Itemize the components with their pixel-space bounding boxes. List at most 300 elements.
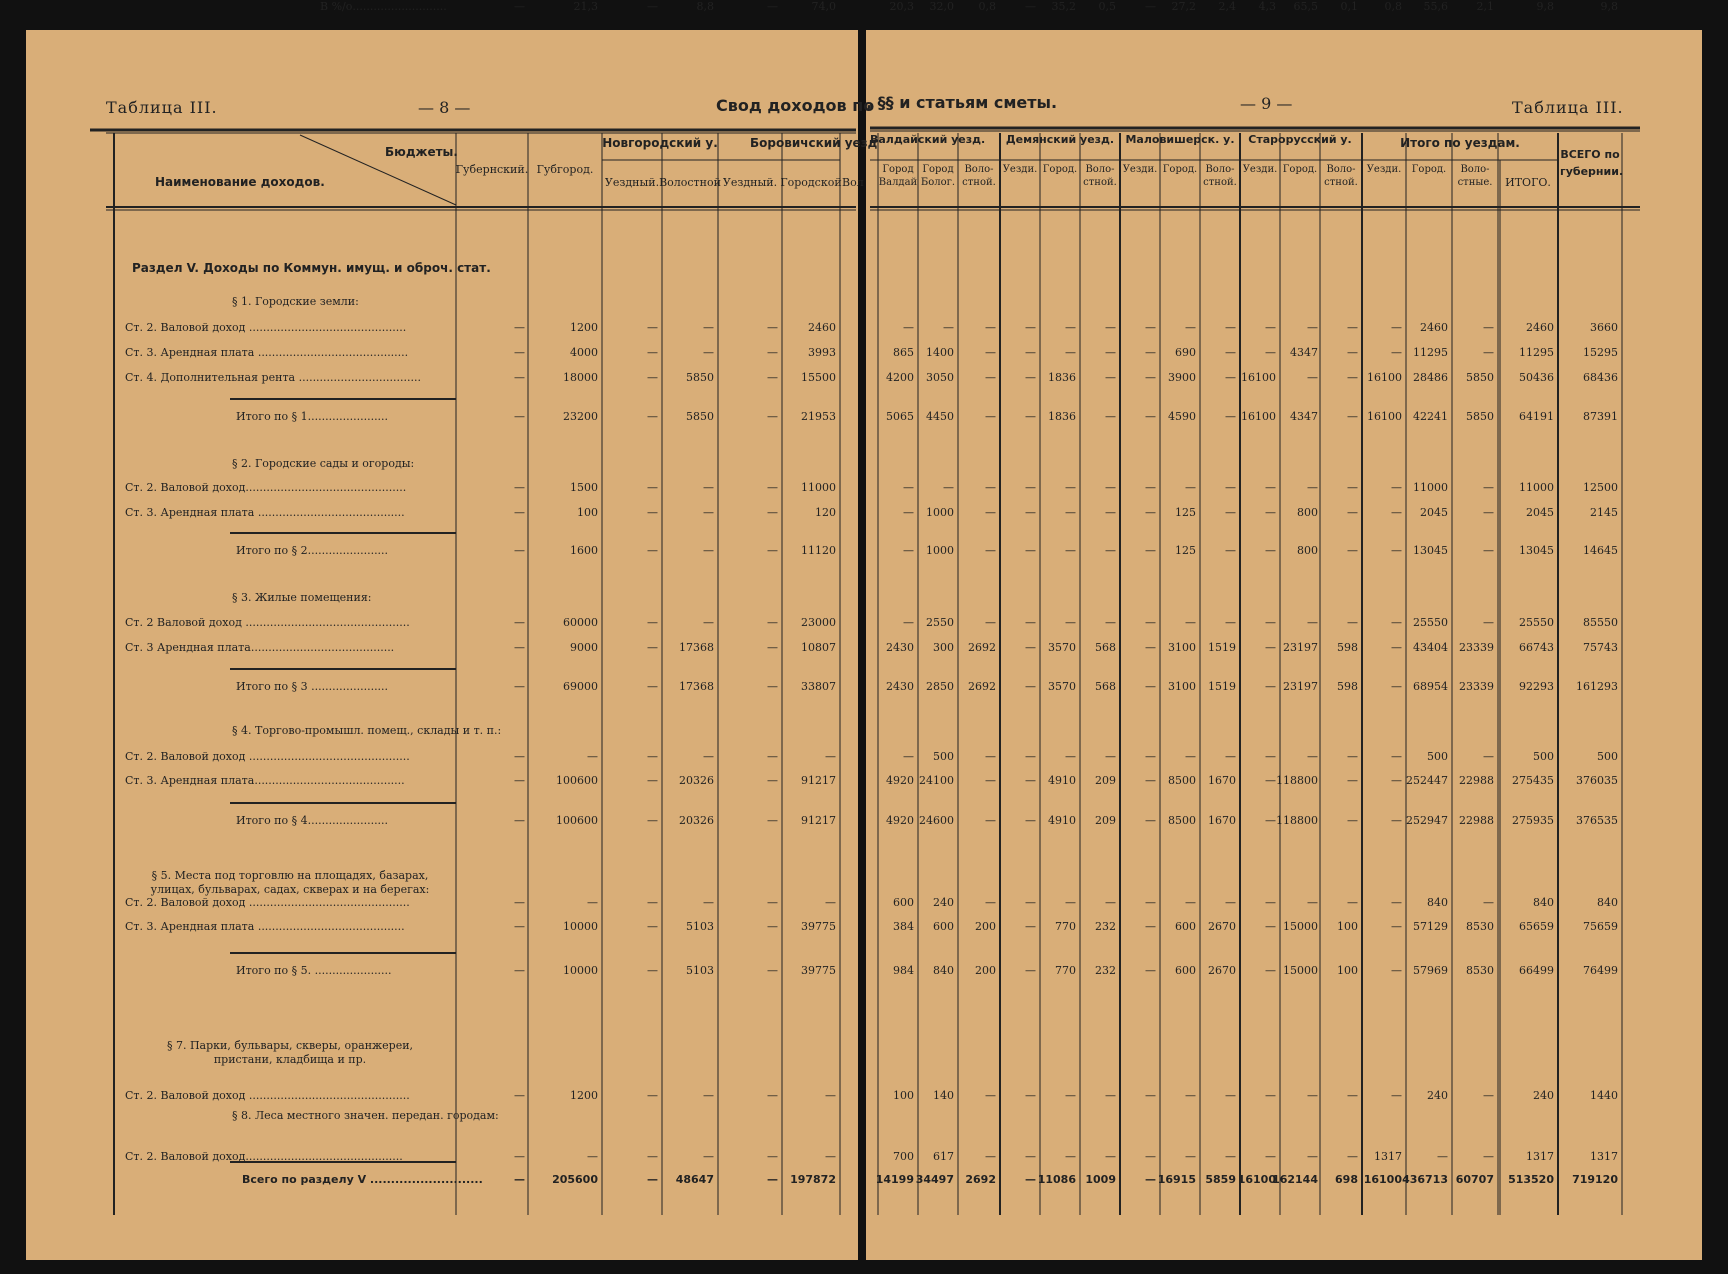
value-cell: 39775 bbox=[801, 964, 836, 977]
value-cell: 23197 bbox=[1283, 680, 1318, 693]
value-cell: 4347 bbox=[1290, 346, 1318, 359]
value-cell: — bbox=[943, 321, 954, 334]
value-cell: — bbox=[1391, 774, 1402, 787]
value-cell: 275935 bbox=[1512, 814, 1554, 827]
value-cell: — bbox=[1025, 616, 1036, 629]
value-cell: 60707 bbox=[1455, 1173, 1494, 1186]
value-cell: 13045 bbox=[1413, 544, 1448, 557]
value-cell: — bbox=[1145, 896, 1156, 909]
row-label: Ст. 3. Арендная плата........................................... bbox=[125, 774, 405, 787]
value-cell: 513520 bbox=[1508, 1173, 1554, 1186]
value-cell: — bbox=[1391, 814, 1402, 827]
value-cell: — bbox=[1145, 616, 1156, 629]
value-cell: — bbox=[767, 1150, 778, 1163]
value-cell: 1317 bbox=[1374, 1150, 1402, 1163]
value-cell: — bbox=[1105, 321, 1116, 334]
value-cell: 23000 bbox=[801, 616, 836, 629]
value-cell: — bbox=[1025, 481, 1036, 494]
value-cell: — bbox=[703, 544, 714, 557]
row-label: Ст. 4. Дополнительная рента ................................... bbox=[125, 371, 421, 384]
value-cell: 8500 bbox=[1168, 774, 1196, 787]
subsection-title: § 2. Городские сады и огороды: bbox=[232, 457, 415, 470]
value-cell: — bbox=[1391, 896, 1402, 909]
valday-g2-header: Город Болог. bbox=[920, 164, 956, 188]
value-cell: — bbox=[1145, 680, 1156, 693]
value-cell: 87391 bbox=[1583, 410, 1618, 423]
value-cell: — bbox=[514, 641, 525, 654]
dem-g-header: Город. bbox=[1042, 164, 1078, 175]
value-cell: — bbox=[1025, 1150, 1036, 1163]
value-cell: 300 bbox=[933, 641, 954, 654]
left-table-label: Таблица III. bbox=[106, 98, 218, 117]
value-cell: — bbox=[1025, 1089, 1036, 1102]
value-cell: — bbox=[1483, 544, 1494, 557]
value-cell: 27,2 bbox=[1171, 0, 1196, 13]
value-cell: — bbox=[1025, 896, 1036, 909]
value-cell: — bbox=[1105, 506, 1116, 519]
value-cell: — bbox=[767, 814, 778, 827]
value-cell: 161293 bbox=[1576, 680, 1618, 693]
value-cell: 13045 bbox=[1519, 544, 1554, 557]
value-cell: — bbox=[1065, 896, 1076, 909]
value-cell: — bbox=[1483, 896, 1494, 909]
value-cell: — bbox=[1065, 750, 1076, 763]
value-cell: 598 bbox=[1337, 680, 1358, 693]
value-cell: — bbox=[1145, 964, 1156, 977]
value-cell: — bbox=[1065, 346, 1076, 359]
value-cell: — bbox=[1265, 481, 1276, 494]
itogo-uezd-header: Итого по уездам. bbox=[1400, 136, 1520, 150]
value-cell: 1200 bbox=[570, 321, 598, 334]
value-cell: — bbox=[1347, 544, 1358, 557]
value-cell: 1519 bbox=[1208, 641, 1236, 654]
value-cell: — bbox=[1265, 544, 1276, 557]
value-cell: — bbox=[647, 371, 658, 384]
value-cell: — bbox=[1391, 616, 1402, 629]
value-cell: 2670 bbox=[1208, 920, 1236, 933]
value-cell: — bbox=[1307, 896, 1318, 909]
value-cell: — bbox=[1145, 641, 1156, 654]
value-cell: — bbox=[767, 964, 778, 977]
value-cell: — bbox=[1265, 750, 1276, 763]
value-cell: — bbox=[1347, 346, 1358, 359]
value-cell: — bbox=[703, 346, 714, 359]
total-label: Итого по § 4....................... bbox=[236, 814, 389, 827]
value-cell: — bbox=[703, 750, 714, 763]
value-cell: — bbox=[903, 750, 914, 763]
value-cell: — bbox=[1347, 371, 1358, 384]
value-cell: — bbox=[767, 410, 778, 423]
value-cell: — bbox=[1105, 896, 1116, 909]
value-cell: — bbox=[1225, 544, 1236, 557]
value-cell: 2045 bbox=[1526, 506, 1554, 519]
value-cell: — bbox=[1391, 544, 1402, 557]
value-cell: — bbox=[767, 1089, 778, 1102]
value-cell: 600 bbox=[1175, 920, 1196, 933]
value-cell: — bbox=[985, 544, 996, 557]
value-cell: — bbox=[1225, 1150, 1236, 1163]
value-cell: 100600 bbox=[556, 814, 598, 827]
value-cell: 100 bbox=[1337, 920, 1358, 933]
st-g-header: Город. bbox=[1282, 164, 1318, 175]
title-left-part: Свод доходов по bbox=[716, 96, 875, 115]
value-cell: — bbox=[943, 481, 954, 494]
value-cell: 1400 bbox=[926, 346, 954, 359]
value-cell: — bbox=[1025, 774, 1036, 787]
value-cell: — bbox=[1225, 371, 1236, 384]
value-cell: 100 bbox=[577, 506, 598, 519]
value-cell: — bbox=[647, 616, 658, 629]
value-cell: 9,8 bbox=[1536, 0, 1554, 13]
malov-header: Маловишерск. у. bbox=[1125, 133, 1235, 146]
st-u-header: Уезди. bbox=[1242, 164, 1278, 175]
value-cell: — bbox=[985, 774, 996, 787]
value-cell: — bbox=[1185, 1150, 1196, 1163]
value-cell: 8500 bbox=[1168, 814, 1196, 827]
value-cell: 18000 bbox=[563, 371, 598, 384]
value-cell: — bbox=[1391, 481, 1402, 494]
dem-v-header: Воло- стной. bbox=[1083, 164, 1117, 188]
value-cell: — bbox=[1391, 920, 1402, 933]
value-cell: 43404 bbox=[1413, 641, 1448, 654]
value-cell: — bbox=[647, 1173, 658, 1186]
value-cell: — bbox=[1145, 0, 1156, 13]
value-cell: 20326 bbox=[679, 814, 714, 827]
value-cell: 8530 bbox=[1466, 920, 1494, 933]
value-cell: — bbox=[903, 506, 914, 519]
it-g-header: Город. bbox=[1411, 164, 1447, 175]
value-cell: 11000 bbox=[801, 481, 836, 494]
value-cell: 14645 bbox=[1583, 544, 1618, 557]
value-cell: 436713 bbox=[1402, 1173, 1448, 1186]
value-cell: — bbox=[1145, 346, 1156, 359]
value-cell: — bbox=[514, 616, 525, 629]
demyansk-header: Демянский уезд. bbox=[1005, 133, 1115, 146]
value-cell: 92293 bbox=[1519, 680, 1554, 693]
value-cell: 2692 bbox=[965, 1173, 996, 1186]
value-cell: 500 bbox=[1533, 750, 1554, 763]
value-cell: — bbox=[1065, 481, 1076, 494]
grand-total-label: Всего по разделу V ........................... bbox=[242, 1173, 483, 1186]
value-cell: 2430 bbox=[886, 641, 914, 654]
value-cell: 2045 bbox=[1420, 506, 1448, 519]
value-cell: 9000 bbox=[570, 641, 598, 654]
value-cell: — bbox=[1265, 1150, 1276, 1163]
value-cell: 700 bbox=[893, 1150, 914, 1163]
value-cell: — bbox=[1185, 896, 1196, 909]
value-cell: 2460 bbox=[1420, 321, 1448, 334]
value-cell: — bbox=[1025, 346, 1036, 359]
value-cell: 65659 bbox=[1519, 920, 1554, 933]
value-cell: — bbox=[1225, 896, 1236, 909]
value-cell: 16100 bbox=[1241, 410, 1276, 423]
section-title: Раздел V. Доходы по Коммун. имущ. и оброч. стат. bbox=[132, 261, 491, 275]
value-cell: — bbox=[1145, 814, 1156, 827]
value-cell: — bbox=[767, 321, 778, 334]
value-cell: 4920 bbox=[886, 774, 914, 787]
value-cell: 252447 bbox=[1406, 774, 1448, 787]
value-cell: 100 bbox=[893, 1089, 914, 1102]
value-cell: 4450 bbox=[926, 410, 954, 423]
right-page-number: — 9 — bbox=[1240, 94, 1293, 113]
value-cell: 39775 bbox=[801, 920, 836, 933]
value-cell: — bbox=[703, 1089, 714, 1102]
row-label: Ст. 3. Арендная плата ........................................... bbox=[125, 346, 409, 359]
value-cell: 568 bbox=[1095, 680, 1116, 693]
value-cell: 100 bbox=[1337, 964, 1358, 977]
value-cell: 15500 bbox=[801, 371, 836, 384]
gub-header: Губернский. bbox=[455, 163, 529, 176]
value-cell: 197872 bbox=[790, 1173, 836, 1186]
value-cell: 1519 bbox=[1208, 680, 1236, 693]
value-cell: — bbox=[514, 481, 525, 494]
value-cell: 33807 bbox=[801, 680, 836, 693]
value-cell: — bbox=[1347, 616, 1358, 629]
value-cell: 118800 bbox=[1276, 814, 1318, 827]
percent-label: В %/о........................... bbox=[320, 0, 447, 13]
value-cell: 1317 bbox=[1590, 1150, 1618, 1163]
value-cell: — bbox=[1025, 371, 1036, 384]
value-cell: 10807 bbox=[801, 641, 836, 654]
value-cell: 2670 bbox=[1208, 964, 1236, 977]
value-cell: — bbox=[1065, 321, 1076, 334]
novgorod-uezd-header: Уездный. bbox=[604, 176, 660, 189]
borovichi-uezd-header: Уездный. bbox=[722, 176, 778, 189]
value-cell: — bbox=[514, 506, 525, 519]
value-cell: — bbox=[514, 896, 525, 909]
value-cell: 16100 bbox=[1241, 371, 1276, 384]
value-cell: 25550 bbox=[1519, 616, 1554, 629]
valday-g1-header: Город Валдай bbox=[878, 164, 918, 188]
value-cell: 85550 bbox=[1583, 616, 1618, 629]
value-cell: 3570 bbox=[1048, 641, 1076, 654]
value-cell: — bbox=[647, 506, 658, 519]
value-cell: 4,3 bbox=[1258, 0, 1276, 13]
value-cell: 1440 bbox=[1590, 1089, 1618, 1102]
value-cell: — bbox=[903, 616, 914, 629]
value-cell: 57129 bbox=[1413, 920, 1448, 933]
value-cell: 28486 bbox=[1413, 371, 1448, 384]
row-label: Ст. 3. Арендная плата .......................................... bbox=[125, 506, 405, 519]
subsection-title: § 3. Жилые помещения: bbox=[232, 591, 372, 604]
value-cell: — bbox=[1185, 750, 1196, 763]
value-cell: — bbox=[1145, 321, 1156, 334]
value-cell: — bbox=[903, 544, 914, 557]
value-cell: — bbox=[767, 750, 778, 763]
value-cell: 66743 bbox=[1519, 641, 1554, 654]
value-cell: — bbox=[1105, 1089, 1116, 1102]
value-cell: — bbox=[767, 1173, 778, 1186]
value-cell: — bbox=[647, 774, 658, 787]
value-cell: 2,4 bbox=[1218, 0, 1236, 13]
value-cell: 2430 bbox=[886, 680, 914, 693]
value-cell: — bbox=[703, 1150, 714, 1163]
value-cell: 209 bbox=[1095, 814, 1116, 827]
value-cell: 500 bbox=[933, 750, 954, 763]
valday-vol-header: Воло- стной. bbox=[962, 164, 996, 188]
value-cell: — bbox=[703, 616, 714, 629]
value-cell: — bbox=[985, 814, 996, 827]
value-cell: 42241 bbox=[1413, 410, 1448, 423]
value-cell: 5850 bbox=[1466, 371, 1494, 384]
row-label: § 5. Места под торговлю на площадях, базарах, улицах, бульварах, садах, скверах и на берегах: bbox=[150, 869, 430, 896]
value-cell: — bbox=[514, 920, 525, 933]
value-cell: — bbox=[1065, 1150, 1076, 1163]
value-cell: — bbox=[514, 410, 525, 423]
value-cell: 74,0 bbox=[811, 0, 836, 13]
subsection-title: § 4. Торгово-промышл. помещ., склады и т. п.: bbox=[232, 724, 502, 737]
value-cell: — bbox=[1105, 750, 1116, 763]
value-cell: 65,5 bbox=[1293, 0, 1318, 13]
value-cell: 800 bbox=[1297, 506, 1318, 519]
value-cell: 17368 bbox=[679, 680, 714, 693]
value-cell: — bbox=[647, 1089, 658, 1102]
value-cell: — bbox=[587, 750, 598, 763]
value-cell: — bbox=[1105, 481, 1116, 494]
value-cell: 17368 bbox=[679, 641, 714, 654]
value-cell: — bbox=[825, 750, 836, 763]
value-cell: 200 bbox=[975, 964, 996, 977]
value-cell: 20326 bbox=[679, 774, 714, 787]
value-cell: 275435 bbox=[1512, 774, 1554, 787]
value-cell: 11086 bbox=[1037, 1173, 1076, 1186]
value-cell: 16100 bbox=[1367, 371, 1402, 384]
value-cell: — bbox=[1265, 1089, 1276, 1102]
subsection-title: § 1. Городские земли: bbox=[232, 295, 359, 308]
vsego-header: ВСЕГО по губернии. bbox=[1560, 148, 1624, 178]
value-cell: 10000 bbox=[563, 920, 598, 933]
row-label: Ст. 2 Валовой доход ............................................... bbox=[125, 616, 410, 629]
mal-u-header: Уезди. bbox=[1122, 164, 1158, 175]
value-cell: — bbox=[1145, 481, 1156, 494]
value-cell: 800 bbox=[1297, 544, 1318, 557]
value-cell: — bbox=[1025, 750, 1036, 763]
value-cell: 0,5 bbox=[1098, 0, 1116, 13]
value-cell: 76499 bbox=[1583, 964, 1618, 977]
value-cell: 600 bbox=[893, 896, 914, 909]
value-cell: 57969 bbox=[1413, 964, 1448, 977]
value-cell: 16100 bbox=[1367, 410, 1402, 423]
value-cell: — bbox=[1391, 506, 1402, 519]
value-cell: — bbox=[1347, 506, 1358, 519]
value-cell: 21,3 bbox=[573, 0, 598, 13]
value-cell: — bbox=[985, 1150, 996, 1163]
value-cell: 125 bbox=[1175, 544, 1196, 557]
row-label: Ст. 2. Валовой доход.............................................. bbox=[125, 481, 407, 494]
value-cell: 23339 bbox=[1459, 641, 1494, 654]
value-cell: 100600 bbox=[556, 774, 598, 787]
value-cell: 3993 bbox=[808, 346, 836, 359]
value-cell: 14199 bbox=[875, 1173, 914, 1186]
value-cell: 5850 bbox=[1466, 410, 1494, 423]
value-cell: — bbox=[1307, 750, 1318, 763]
value-cell: — bbox=[647, 964, 658, 977]
value-cell: — bbox=[514, 1089, 525, 1102]
value-cell: 0,8 bbox=[1384, 0, 1402, 13]
value-cell: — bbox=[514, 1150, 525, 1163]
value-cell: — bbox=[985, 1089, 996, 1102]
value-cell: 20,3 bbox=[889, 0, 914, 13]
value-cell: 60000 bbox=[563, 616, 598, 629]
value-cell: — bbox=[1065, 616, 1076, 629]
value-cell: — bbox=[985, 346, 996, 359]
value-cell: 3050 bbox=[926, 371, 954, 384]
value-cell: 4920 bbox=[886, 814, 914, 827]
value-cell: — bbox=[985, 371, 996, 384]
value-cell: 232 bbox=[1095, 920, 1116, 933]
value-cell: — bbox=[1145, 774, 1156, 787]
value-cell: — bbox=[514, 750, 525, 763]
value-cell: — bbox=[1025, 506, 1036, 519]
value-cell: 162144 bbox=[1272, 1173, 1318, 1186]
value-cell: — bbox=[1347, 774, 1358, 787]
value-cell: — bbox=[1105, 1150, 1116, 1163]
value-cell: 118800 bbox=[1276, 774, 1318, 787]
value-cell: 719120 bbox=[1572, 1173, 1618, 1186]
value-cell: — bbox=[1225, 481, 1236, 494]
value-cell: 2550 bbox=[926, 616, 954, 629]
value-cell: — bbox=[587, 896, 598, 909]
value-cell: — bbox=[1025, 410, 1036, 423]
row-label: Ст. 2. Валовой доход .............................................. bbox=[125, 750, 410, 763]
value-cell: — bbox=[1225, 616, 1236, 629]
value-cell: — bbox=[1145, 1173, 1156, 1186]
left-page-number: — 8 — bbox=[418, 98, 471, 117]
value-cell: — bbox=[1347, 1089, 1358, 1102]
value-cell: 2850 bbox=[926, 680, 954, 693]
value-cell: — bbox=[1185, 481, 1196, 494]
value-cell: — bbox=[647, 0, 658, 13]
value-cell: — bbox=[1105, 544, 1116, 557]
value-cell: — bbox=[825, 1150, 836, 1163]
value-cell: — bbox=[1265, 506, 1276, 519]
value-cell: — bbox=[514, 0, 525, 13]
value-cell: — bbox=[1105, 410, 1116, 423]
value-cell: — bbox=[903, 321, 914, 334]
value-cell: — bbox=[647, 481, 658, 494]
value-cell: 0,8 bbox=[978, 0, 996, 13]
value-cell: — bbox=[1145, 410, 1156, 423]
value-cell: — bbox=[703, 896, 714, 909]
value-cell: 840 bbox=[1427, 896, 1448, 909]
value-cell: 1836 bbox=[1048, 410, 1076, 423]
value-cell: — bbox=[1145, 1150, 1156, 1163]
value-cell: — bbox=[767, 920, 778, 933]
value-cell: 68436 bbox=[1583, 371, 1618, 384]
value-cell: — bbox=[985, 616, 996, 629]
value-cell: 252947 bbox=[1406, 814, 1448, 827]
value-cell: — bbox=[767, 680, 778, 693]
value-cell: 3100 bbox=[1168, 680, 1196, 693]
value-cell: 16915 bbox=[1157, 1173, 1196, 1186]
value-cell: 840 bbox=[933, 964, 954, 977]
value-cell: 3570 bbox=[1048, 680, 1076, 693]
value-cell: — bbox=[1185, 616, 1196, 629]
value-cell: 617 bbox=[933, 1150, 954, 1163]
value-cell: 24100 bbox=[919, 774, 954, 787]
value-cell: — bbox=[647, 410, 658, 423]
value-cell: 32,0 bbox=[929, 0, 954, 13]
row-label: Ст. 2. Валовой доход ............................................. bbox=[125, 321, 407, 334]
value-cell: 21953 bbox=[801, 410, 836, 423]
value-cell: 1670 bbox=[1208, 774, 1236, 787]
value-cell: 600 bbox=[1175, 964, 1196, 977]
value-cell: — bbox=[647, 896, 658, 909]
value-cell: — bbox=[767, 0, 778, 13]
value-cell: 1000 bbox=[926, 544, 954, 557]
value-cell: 4590 bbox=[1168, 410, 1196, 423]
value-cell: — bbox=[1265, 321, 1276, 334]
